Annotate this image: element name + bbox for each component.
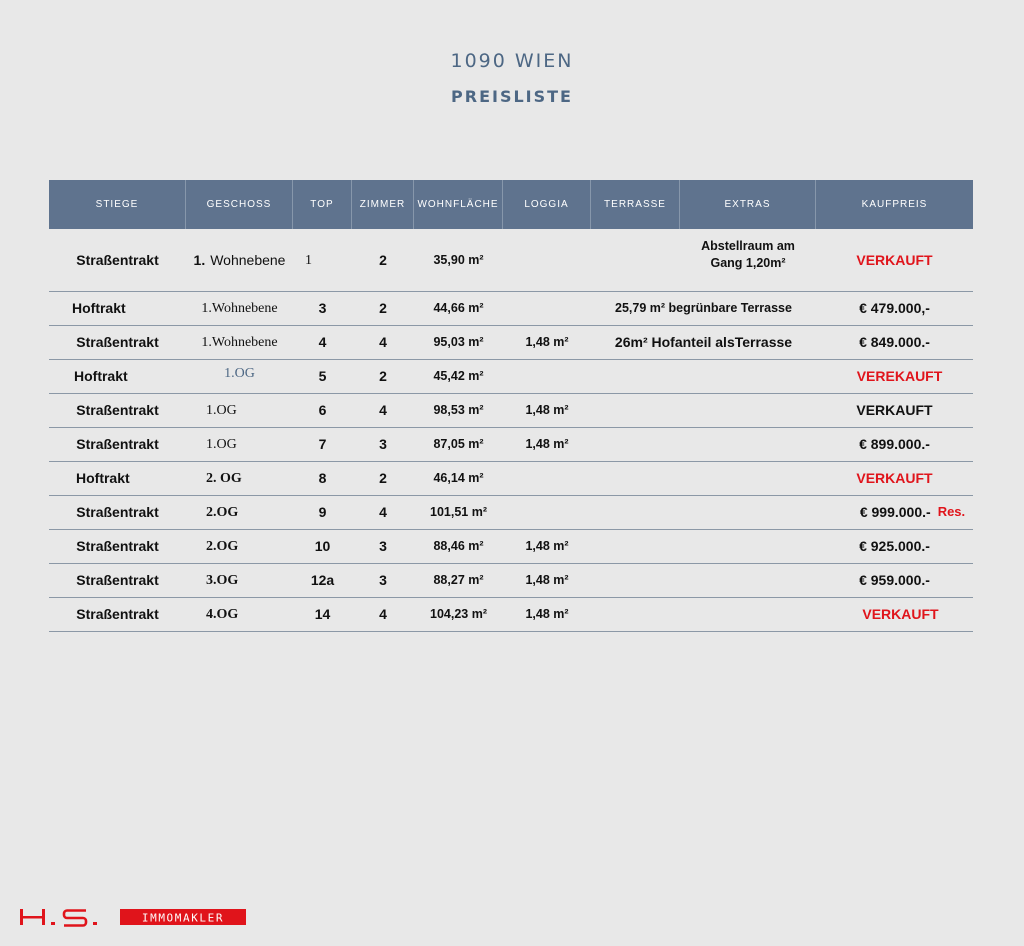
cell-zimmer: 4 xyxy=(379,334,387,350)
cell-stiege: Hoftrakt xyxy=(76,470,130,486)
cell-loggia: 1,48 m² xyxy=(525,539,569,553)
cell-terrasse xyxy=(591,564,680,597)
cell-wohnflaeche: 88,46 m² xyxy=(433,539,484,553)
cell-geschoss: 2.OG xyxy=(206,539,239,554)
cell-terrasse xyxy=(591,496,680,529)
cell-terrasse xyxy=(591,462,680,495)
cell-geschoss-label: Wohnebene xyxy=(210,251,286,268)
cell-extras xyxy=(680,530,816,563)
column-header-extras: EXTRAS xyxy=(680,180,816,229)
cell-terrasse xyxy=(591,394,680,427)
cell-extras xyxy=(680,360,816,393)
cell-zimmer: 3 xyxy=(379,436,387,452)
cell-wohnflaeche: 44,66 m² xyxy=(433,301,484,315)
cell-top: 14 xyxy=(314,606,331,622)
cell-top: 3 xyxy=(318,300,327,316)
column-header-zimmer: ZIMMER xyxy=(352,180,414,229)
cell-loggia xyxy=(503,360,591,393)
cell-wohnflaeche: 88,27 m² xyxy=(433,573,484,587)
cell-geschoss xyxy=(186,229,293,291)
column-header-top: TOP xyxy=(293,180,352,229)
table-row xyxy=(49,360,973,394)
cell-loggia: 1,48 m² xyxy=(525,403,569,417)
cell-zimmer: 2 xyxy=(379,470,387,486)
cell-top: 5 xyxy=(318,368,327,384)
cell-wohnflaeche: 35,90 m² xyxy=(433,252,484,267)
cell-stiege: Hoftrakt xyxy=(74,368,128,384)
cell-zimmer: 4 xyxy=(379,606,387,622)
page-title: PREISLISTE xyxy=(451,87,573,106)
table-row xyxy=(49,598,973,632)
cell-loggia: 1,48 m² xyxy=(525,607,569,621)
cell-extras xyxy=(680,219,816,291)
cell-zimmer: 4 xyxy=(379,402,387,418)
cell-kaufpreis: € 925.000.- xyxy=(859,538,930,554)
table-row xyxy=(49,564,973,598)
cell-top: 8 xyxy=(318,470,327,486)
column-header-wohnflaeche: WOHNFLÄCHE xyxy=(414,180,503,229)
cell-extras xyxy=(680,496,816,529)
cell-extras xyxy=(680,428,816,461)
column-header-loggia: LOGGIA xyxy=(503,180,591,229)
cell-geschoss: 1.OG xyxy=(224,366,255,381)
table-row xyxy=(49,292,973,326)
table-row xyxy=(49,394,973,428)
cell-kaufpreis: VERKAUFT xyxy=(856,402,933,418)
cell-top: 7 xyxy=(318,436,327,452)
column-header-geschoss: GESCHOSS xyxy=(186,180,293,229)
cell-wohnflaeche: 98,53 m² xyxy=(433,403,484,417)
table-row xyxy=(49,496,973,530)
cell-stiege: Straßentrakt xyxy=(76,504,159,520)
cell-stiege: Straßentrakt xyxy=(76,334,159,350)
cell-geschoss: 1.OG xyxy=(206,403,237,418)
column-header-kaufpreis: KAUFPREIS xyxy=(861,199,928,210)
cell-geschoss: 2. OG xyxy=(206,471,242,486)
cell-loggia xyxy=(503,229,591,291)
cell-loggia: 1,48 m² xyxy=(525,573,569,587)
cell-extras-line2: Gang 1,20m² xyxy=(710,256,786,270)
cell-terrasse xyxy=(591,598,680,631)
cell-kaufpreis: € 899.000.- xyxy=(859,436,930,452)
cell-loggia: 1,48 m² xyxy=(525,335,569,349)
cell-kaufpreis: VERKAUFT xyxy=(856,251,933,268)
cell-loggia: 1,48 m² xyxy=(525,437,569,451)
cell-top: 12a xyxy=(310,572,335,588)
cell-kaufpreis: VERKAUFT xyxy=(862,606,939,622)
cell-kaufpreis xyxy=(816,496,973,529)
cell-terrasse xyxy=(591,530,680,563)
cell-stiege: Straßentrakt xyxy=(76,402,159,418)
cell-stiege: Straßentrakt xyxy=(76,572,159,588)
cell-kaufpreis-value: € 999.000.- xyxy=(859,504,931,520)
cell-geschoss: 1.Wohnebene xyxy=(201,301,278,316)
table-header xyxy=(49,180,973,229)
cell-stiege: Straßentrakt xyxy=(76,538,159,554)
cell-top: 1 xyxy=(305,252,312,268)
cell-geschoss: 4.OG xyxy=(206,607,239,622)
cell-wohnflaeche: 46,14 m² xyxy=(433,471,484,485)
cell-stiege: Straßentrakt xyxy=(76,606,159,622)
cell-zimmer: 2 xyxy=(379,300,387,316)
logo-tag: IMMOMAKLER xyxy=(141,911,225,925)
cell-stiege: Straßentrakt xyxy=(76,436,159,452)
cell-geschoss: 1.OG xyxy=(206,437,237,452)
cell-loggia xyxy=(503,292,591,325)
cell-terrasse xyxy=(591,360,680,393)
cell-top: 9 xyxy=(318,504,327,520)
cell-loggia xyxy=(503,496,591,529)
cell-terrasse xyxy=(591,229,680,291)
cell-terrasse-extras: 25,79 m² begrünbare Terrasse xyxy=(615,301,792,315)
cell-extras xyxy=(680,564,816,597)
cell-stiege: Straßentrakt xyxy=(76,251,159,268)
cell-stiege: Hoftrakt xyxy=(72,300,126,316)
cell-geschoss-number: 1. xyxy=(193,251,206,268)
cell-zimmer: 2 xyxy=(379,368,387,384)
cell-zimmer: 3 xyxy=(379,538,387,554)
column-header-terrasse: TERRASSE xyxy=(591,180,680,229)
cell-zimmer: 3 xyxy=(379,572,387,588)
cell-kaufpreis: VEREKAUFT xyxy=(856,368,943,384)
table-row xyxy=(49,229,973,292)
cell-extras xyxy=(680,598,816,631)
cell-extras xyxy=(680,462,816,495)
cell-wohnflaeche: 104,23 m² xyxy=(430,607,487,621)
price-table xyxy=(49,180,973,632)
column-header-stiege: STIEGE xyxy=(49,180,186,229)
cell-loggia xyxy=(503,462,591,495)
reserved-badge: Res. xyxy=(937,504,966,519)
table-row xyxy=(49,428,973,462)
cell-geschoss: 2.OG xyxy=(206,505,239,520)
cell-top: 6 xyxy=(318,402,327,418)
cell-kaufpreis: € 849.000.- xyxy=(859,334,930,350)
cell-wohnflaeche: 95,03 m² xyxy=(433,335,484,349)
page-title-city: 1090 WIEN xyxy=(450,50,574,72)
cell-terrasse-extras: 26m² Hofanteil alsTerrasse xyxy=(614,334,793,350)
cell-geschoss: 3.OG xyxy=(206,573,239,588)
cell-extras-line1: Abstellraum am xyxy=(701,239,795,253)
cell-zimmer: 2 xyxy=(379,251,387,268)
cell-wohnflaeche: 87,05 m² xyxy=(433,437,484,451)
cell-wohnflaeche: 45,42 m² xyxy=(433,369,484,383)
table-row xyxy=(49,530,973,564)
cell-zimmer: 4 xyxy=(379,504,387,520)
table-row xyxy=(49,462,973,496)
cell-top: 10 xyxy=(314,538,331,554)
cell-wohnflaeche: 101,51 m² xyxy=(430,505,487,519)
cell-kaufpreis: € 959.000.- xyxy=(859,572,930,588)
cell-extras xyxy=(680,394,816,427)
cell-kaufpreis: € 479.000,- xyxy=(859,300,930,316)
hs-immomakler-logo xyxy=(20,906,246,928)
cell-geschoss: 1.Wohnebene xyxy=(201,335,278,350)
cell-top: 4 xyxy=(318,334,327,350)
cell-terrasse xyxy=(591,428,680,461)
cell-kaufpreis: VERKAUFT xyxy=(856,470,933,486)
